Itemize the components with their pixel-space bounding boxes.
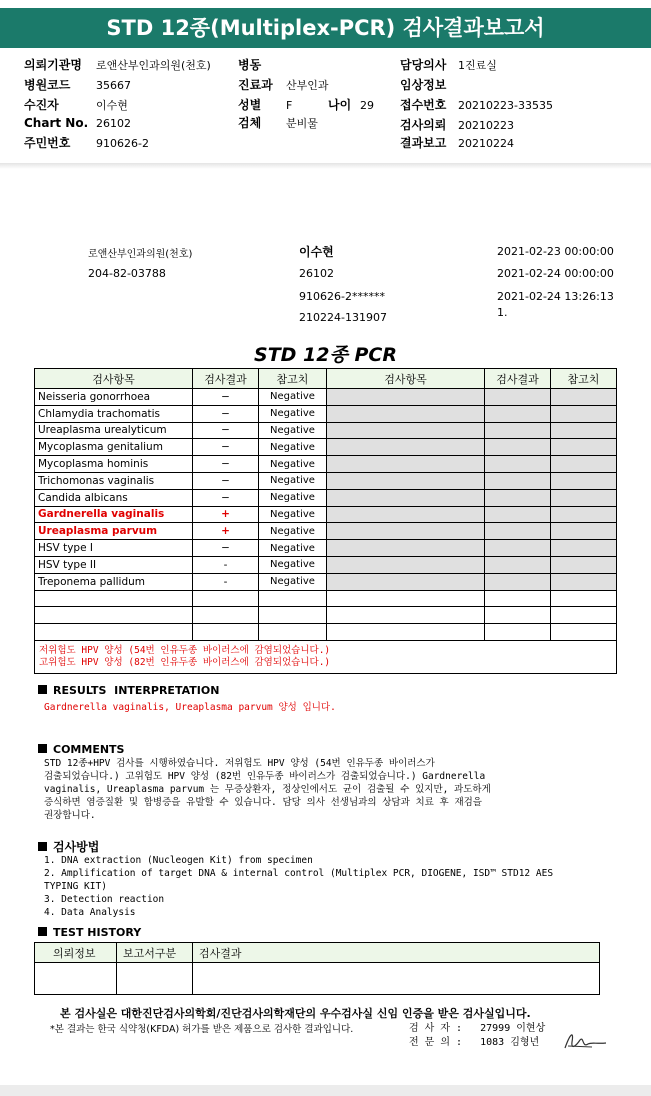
certification-text: 본 검사실은 대한진단검사의학회/진단검사의학재단의 우수검사실 신임 인증을 받은 검사실입니다. bbox=[60, 1007, 531, 1020]
patient-date-2: 2021-02-24 00:00:00 bbox=[497, 267, 614, 280]
history-col-header: 검사결과 bbox=[193, 943, 600, 963]
test-reference: Negative bbox=[259, 439, 327, 456]
report-title: STD 12종(Multiplex-PCR) 검사결과보고서 bbox=[0, 8, 651, 48]
patient-date-1: 2021-02-23 00:00:00 bbox=[497, 245, 614, 258]
pcr-title: STD 12종 PCR bbox=[254, 344, 397, 366]
history-heading: TEST HISTORY bbox=[38, 926, 141, 939]
test-reference: Negative bbox=[259, 540, 327, 557]
table-row bbox=[35, 472, 617, 489]
comments-heading: COMMENTS bbox=[38, 743, 124, 756]
method-line: TYPING KIT) bbox=[44, 881, 107, 892]
patient-ssn: 910626-2****** bbox=[299, 290, 385, 303]
test-result: − bbox=[193, 405, 259, 422]
test-item: Neisseria gonorrhoea bbox=[35, 389, 193, 406]
method-line: 2. Amplification of target DNA & internal control (Multiplex PCR, DIOGENE, ISD™ STD12 AES bbox=[44, 868, 554, 879]
table-row bbox=[35, 573, 617, 590]
table-row bbox=[35, 405, 617, 422]
table-row bbox=[35, 389, 617, 406]
test-item: Mycoplasma genitalium bbox=[35, 439, 193, 456]
test-reference: Negative bbox=[259, 556, 327, 573]
bullet-square-icon bbox=[38, 685, 47, 694]
signature-icon bbox=[562, 1026, 610, 1054]
test-item: Ureaplasma urealyticum bbox=[35, 422, 193, 439]
col-header: 검사항목 bbox=[327, 369, 485, 389]
header-divider bbox=[0, 163, 651, 169]
method-line: 3. Detection reaction bbox=[44, 894, 165, 905]
method-text bbox=[44, 854, 553, 919]
test-item: Mycoplasma hominis bbox=[35, 456, 193, 473]
method-line: 1. DNA extraction (Nucleogen Kit) from specimen bbox=[44, 855, 313, 866]
patient-date-3: 2021-02-24 13:26:13 bbox=[497, 290, 614, 303]
table-row bbox=[35, 556, 617, 573]
col-header: 참고치 bbox=[259, 369, 327, 389]
tester-line: 검 사 자 : 27999 이현상 bbox=[409, 1023, 546, 1034]
test-item: HSV type II bbox=[35, 556, 193, 573]
method-line: 4. Data Analysis bbox=[44, 907, 136, 918]
patient-sample-id: 210224-131907 bbox=[299, 311, 387, 324]
bullet-square-icon bbox=[38, 842, 47, 851]
header-row-hospital-code: 병원코드 35667 bbox=[24, 78, 131, 92]
col-header: 참고치 bbox=[551, 369, 617, 389]
test-result: − bbox=[193, 389, 259, 406]
history-row bbox=[35, 963, 600, 995]
col-header: 검사결과 bbox=[193, 369, 259, 389]
comment-line: vaginalis, Ureaplasma parvum 는 무증상환자, 정상인에서도 균이 검출될 수 있지만, 과도하게 bbox=[44, 784, 491, 795]
table-row bbox=[35, 456, 617, 473]
header-row-patient: 수진자 이수현 bbox=[24, 98, 128, 112]
test-result: − bbox=[193, 472, 259, 489]
col-header: 검사항목 bbox=[35, 369, 193, 389]
bullet-square-icon bbox=[38, 927, 47, 936]
test-result: − bbox=[193, 456, 259, 473]
kfda-note: *본 결과는 한국 식약청(KFDA) 허가를 받은 제품으로 검사한 결과입니다. bbox=[50, 1024, 354, 1035]
table-row bbox=[35, 422, 617, 439]
hpv-note-line: 고위험도 HPV 양성 (82번 인유두종 바이러스에 감염되었습니다.) bbox=[39, 656, 331, 668]
comment-line: STD 12종+HPV 검사를 시행하였습니다. 저위험도 HPV 양성 (54번 인유두종 바이러스가 bbox=[44, 758, 435, 769]
interpretation-text: Gardnerella vaginalis, Ureaplasma parvum 양성 입니다. bbox=[44, 702, 336, 713]
test-reference: Negative bbox=[259, 389, 327, 406]
header-row-request-date: 검사의뢰 20210223 bbox=[400, 118, 514, 132]
table-row bbox=[35, 607, 617, 624]
patient-clinic: 로앤산부인과의원(천호) bbox=[88, 249, 193, 260]
method-heading: 검사방법 bbox=[38, 838, 99, 855]
table-row bbox=[35, 439, 617, 456]
comment-line: 증식하면 염증질환 및 합병증을 유발할 수 있습니다. 담당 의사 선생님과의 상담과 치료 후 재검을 bbox=[44, 797, 482, 808]
test-reference: Negative bbox=[259, 472, 327, 489]
test-item: HSV type I bbox=[35, 540, 193, 557]
header-row-doctor: 담당의사 1진료실 bbox=[400, 58, 497, 72]
test-reference: Negative bbox=[259, 422, 327, 439]
test-item: Chlamydia trachomatis bbox=[35, 405, 193, 422]
page-bottom-bar bbox=[0, 1085, 651, 1096]
test-item: Candida albicans bbox=[35, 489, 193, 506]
history-table bbox=[34, 942, 600, 995]
test-result: + bbox=[193, 506, 259, 523]
header-row-clinic: 의뢰기관명 로앤산부인과의원(천호) bbox=[24, 58, 211, 72]
test-reference: Negative bbox=[259, 573, 327, 590]
header-row-ssn: 주민번호 910626-2 bbox=[24, 136, 149, 150]
test-item: Trichomonas vaginalis bbox=[35, 472, 193, 489]
header-row-report-date: 결과보고 20210224 bbox=[400, 136, 514, 150]
test-reference: Negative bbox=[259, 489, 327, 506]
history-col-header: 의뢰정보 bbox=[35, 943, 117, 963]
specialist-line: 전 문 의 : 1083 김형년 bbox=[409, 1037, 540, 1048]
notes-row bbox=[35, 640, 617, 673]
bullet-square-icon bbox=[38, 744, 47, 753]
test-reference: Negative bbox=[259, 456, 327, 473]
interpretation-heading: RESULTS INTERPRETATION bbox=[38, 684, 219, 697]
test-reference: Negative bbox=[259, 506, 327, 523]
test-result: − bbox=[193, 489, 259, 506]
results-table bbox=[34, 368, 617, 674]
test-result: - bbox=[193, 556, 259, 573]
test-item: Ureaplasma parvum bbox=[35, 523, 193, 540]
col-header: 검사결과 bbox=[485, 369, 551, 389]
patient-date-3-suffix: 1. bbox=[497, 306, 508, 319]
table-row bbox=[35, 506, 617, 523]
test-result: − bbox=[193, 422, 259, 439]
table-row bbox=[35, 523, 617, 540]
table-row bbox=[35, 624, 617, 641]
header-row-receipt-no: 접수번호 20210223-33535 bbox=[400, 98, 553, 112]
hpv-notes bbox=[35, 640, 617, 673]
header-row-specimen: 검체 분비물 bbox=[238, 116, 318, 130]
history-col-header: 보고서구분 bbox=[117, 943, 193, 963]
test-reference: Negative bbox=[259, 405, 327, 422]
hpv-note-line: 저위험도 HPV 양성 (54번 인유두종 바이러스에 감염되었습니다.) bbox=[39, 644, 331, 656]
test-reference: Negative bbox=[259, 523, 327, 540]
comment-line: 권장합니다. bbox=[44, 810, 96, 821]
test-item: Gardnerella vaginalis bbox=[35, 506, 193, 523]
test-result: + bbox=[193, 523, 259, 540]
test-result: − bbox=[193, 540, 259, 557]
test-result: - bbox=[193, 573, 259, 590]
comments-text bbox=[44, 757, 491, 822]
results-header-row bbox=[35, 369, 617, 389]
header-row-sex: 성별 F 나이 29 bbox=[238, 98, 374, 112]
table-row bbox=[35, 540, 617, 557]
comment-line: 검출되었습니다.) 고위험도 HPV 양성 (82번 인유두종 바이러스가 검출되었습니다.) Gardnerella bbox=[44, 771, 486, 782]
header-row-clinical-info: 임상정보 bbox=[400, 78, 447, 92]
header-row-ward: 병동 bbox=[238, 58, 262, 72]
table-row bbox=[35, 590, 617, 607]
table-row bbox=[35, 489, 617, 506]
header-row-department: 진료과 산부인과 bbox=[238, 78, 329, 92]
patient-chart: 26102 bbox=[299, 267, 334, 280]
header-row-chart: Chart No. 26102 bbox=[24, 116, 131, 130]
test-item: Treponema pallidum bbox=[35, 573, 193, 590]
patient-phone: 204-82-03788 bbox=[88, 267, 166, 280]
patient-name: 이수현 bbox=[299, 245, 334, 259]
test-result: − bbox=[193, 439, 259, 456]
